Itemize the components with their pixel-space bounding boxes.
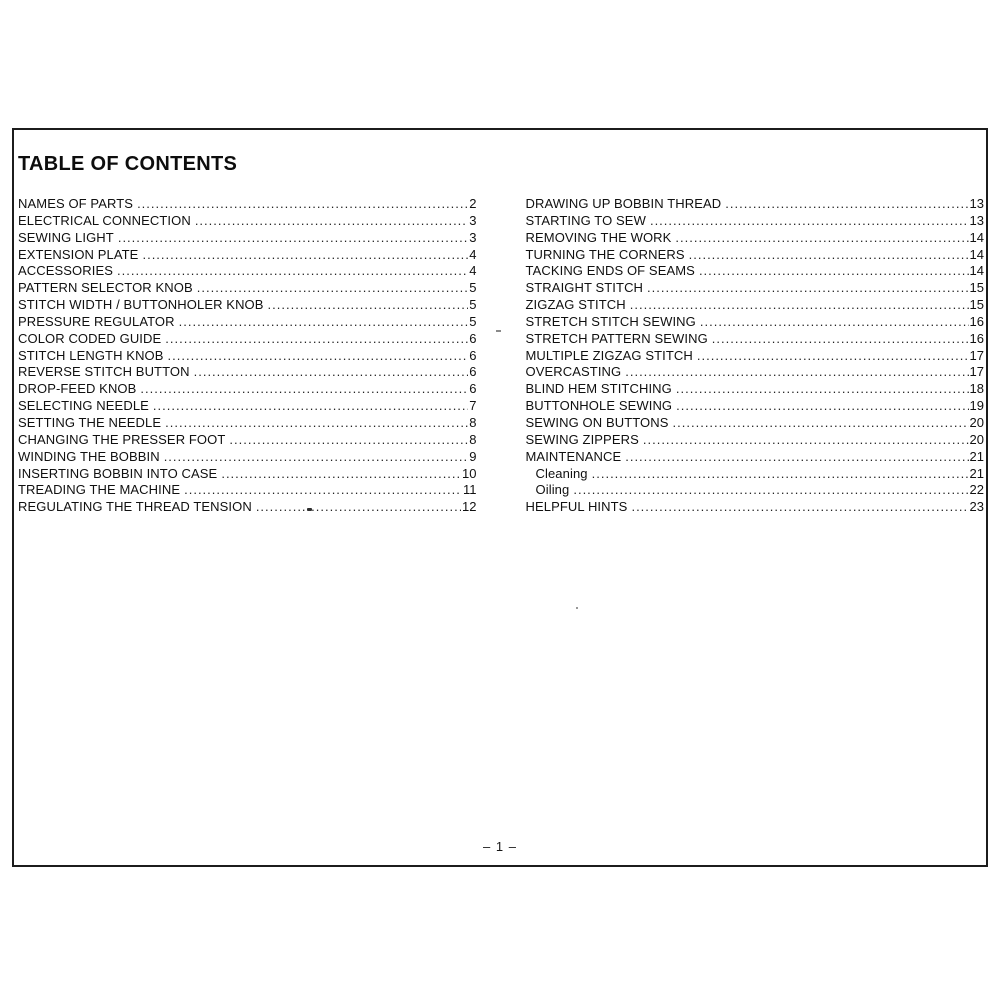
toc-entry-label: TURNING THE CORNERS <box>525 246 685 262</box>
toc-entry-label: REMOVING THE WORK <box>525 229 672 245</box>
toc-entry-page: 5 <box>469 313 477 329</box>
toc-entry-label: BUTTONHOLE SEWING <box>525 398 673 414</box>
toc-entry-label: STRETCH STITCH SEWING <box>525 313 696 329</box>
toc-entry-label: REGULATING THE THREAD TENSION <box>18 499 252 515</box>
toc-entry-label: SEWING ON BUTTONS <box>525 414 669 430</box>
toc-entry-label: STRAIGHT STITCH <box>525 280 644 296</box>
toc-entry <box>526 314 985 331</box>
toc-entry-label: DROP-FEED KNOB <box>18 381 137 397</box>
dot-leader <box>195 213 468 230</box>
toc-entry-page: 16 <box>969 330 984 346</box>
toc-entry-page: 6 <box>469 381 477 397</box>
toc-entry-page: 8 <box>469 414 477 430</box>
toc-entry-page: 21 <box>969 465 984 481</box>
dot-leader <box>647 280 968 297</box>
toc-entry <box>18 432 477 449</box>
dot-leader <box>118 230 468 247</box>
toc-entry-page: 19 <box>969 398 984 414</box>
dot-leader <box>179 314 469 331</box>
toc-entry-label: NAMES OF PARTS <box>18 196 134 211</box>
dot-leader <box>700 314 969 331</box>
toc-entry-label: CHANGING THE PRESSER FOOT <box>18 431 226 447</box>
dot-leader <box>675 230 968 247</box>
toc-entry-label: SELECTING NEEDLE <box>18 398 149 414</box>
dot-leader <box>676 398 968 415</box>
toc-entry-page: 4 <box>469 246 477 262</box>
toc-entry-label: STITCH WIDTH / BUTTONHOLER KNOB <box>18 297 264 313</box>
toc-entry-page: 6 <box>469 364 477 380</box>
toc-columns <box>14 175 986 516</box>
toc-entry <box>18 482 477 499</box>
dot-leader <box>184 482 462 499</box>
toc-entry-page: 7 <box>469 398 477 414</box>
toc-entry <box>526 482 985 499</box>
dot-leader <box>650 213 969 230</box>
dot-leader <box>153 398 468 415</box>
manual-page-frame <box>12 128 988 867</box>
dot-leader <box>168 348 469 365</box>
toc-entry <box>526 196 985 213</box>
toc-entry-label: TREADING THE MACHINE <box>18 482 181 498</box>
dot-leader <box>725 196 968 213</box>
toc-entry-page: 14 <box>969 246 984 262</box>
toc-entry-label: HELPFUL HINTS <box>525 499 628 515</box>
toc-entry <box>526 415 985 432</box>
toc-entry <box>526 398 985 415</box>
toc-entry-label: STARTING TO SEW <box>525 212 646 228</box>
toc-entry-page: 3 <box>469 212 477 228</box>
toc-entry-page: 12 <box>462 499 477 515</box>
toc-entry-label: SETTING THE NEEDLE <box>18 414 162 430</box>
toc-entry-label: EXTENSION PLATE <box>18 246 139 262</box>
toc-entry-page: 5 <box>469 280 477 296</box>
toc-column-right <box>526 196 985 516</box>
toc-entry-label: MULTIPLE ZIGZAG STITCH <box>525 347 693 363</box>
dot-leader <box>689 247 969 264</box>
dot-leader <box>165 331 468 348</box>
toc-entry <box>526 466 985 483</box>
toc-entry <box>18 364 477 381</box>
dot-leader <box>140 381 468 398</box>
toc-entry-page: 16 <box>969 313 984 329</box>
toc-entry <box>526 297 985 314</box>
toc-entry-label: BLIND HEM STITCHING <box>525 381 672 397</box>
toc-entry <box>526 331 985 348</box>
toc-entry <box>526 432 985 449</box>
toc-entry-label: STRETCH PATTERN SEWING <box>525 330 708 346</box>
toc-entry-page: 17 <box>969 364 984 380</box>
dot-leader <box>712 331 969 348</box>
dot-leader <box>643 432 969 449</box>
dot-leader <box>221 466 461 483</box>
dot-leader <box>630 297 969 314</box>
dot-leader <box>142 247 468 264</box>
dot-leader <box>165 415 468 432</box>
toc-entry-page: 6 <box>469 347 477 363</box>
toc-entry-page: 15 <box>969 297 984 313</box>
scan-artifact <box>496 330 501 332</box>
toc-entry-page: 8 <box>469 431 477 447</box>
toc-entry-page: 20 <box>969 431 984 447</box>
toc-entry-page: 21 <box>969 448 984 464</box>
toc-entry <box>526 280 985 297</box>
toc-entry <box>18 314 477 331</box>
dot-leader <box>164 449 469 466</box>
toc-entry <box>18 297 477 314</box>
dot-leader <box>592 466 969 483</box>
toc-column-left <box>18 196 477 516</box>
dot-leader <box>697 348 969 365</box>
toc-entry-label: SEWING ZIPPERS <box>525 431 639 447</box>
toc-entry-label: REVERSE STITCH BUTTON <box>18 364 190 380</box>
dot-leader <box>229 432 468 449</box>
toc-entry-label: PATTERN SELECTOR KNOB <box>18 280 193 296</box>
dot-leader <box>256 499 461 516</box>
scan-artifact <box>576 607 578 609</box>
toc-entry-page: 2 <box>469 196 477 211</box>
toc-entry <box>18 263 477 280</box>
toc-entry-page: 4 <box>469 263 477 279</box>
toc-entry-page: 3 <box>469 229 477 245</box>
toc-entry <box>18 398 477 415</box>
toc-entry-page: 15 <box>969 280 984 296</box>
toc-entry <box>526 230 985 247</box>
toc-entry <box>526 247 985 264</box>
toc-entry-page: 5 <box>469 297 477 313</box>
toc-entry <box>526 364 985 381</box>
toc-entry-label: ACCESSORIES <box>18 263 114 279</box>
toc-entry-label: OVERCASTING <box>525 364 622 380</box>
toc-entry <box>526 449 985 466</box>
toc-entry <box>526 381 985 398</box>
toc-entry <box>18 280 477 297</box>
toc-entry <box>18 415 477 432</box>
toc-entry-label: Cleaning <box>535 465 588 481</box>
toc-entry <box>526 213 985 230</box>
dot-leader <box>625 449 968 466</box>
toc-entry-page: 13 <box>969 196 984 211</box>
dot-leader <box>194 364 469 381</box>
page-title: TABLE OF CONTENTS <box>18 153 238 175</box>
scan-artifact <box>307 508 312 511</box>
toc-entry-page: 14 <box>969 263 984 279</box>
toc-entry-label: ELECTRICAL CONNECTION <box>18 212 191 228</box>
toc-entry <box>18 247 477 264</box>
toc-entry-label: STITCH LENGTH KNOB <box>18 347 164 363</box>
toc-entry-page: 9 <box>469 448 477 464</box>
toc-entry-label: DRAWING UP BOBBIN THREAD <box>525 196 722 211</box>
toc-entry <box>526 348 985 365</box>
toc-entry-label: SEWING LIGHT <box>18 229 114 245</box>
toc-entry-page: 23 <box>969 499 984 515</box>
toc-entry <box>526 263 985 280</box>
dot-leader <box>699 263 969 280</box>
toc-entry-page: 14 <box>969 229 984 245</box>
toc-entry-label: ZIGZAG STITCH <box>525 297 626 313</box>
toc-entry <box>526 499 985 516</box>
dot-leader <box>137 196 468 213</box>
toc-entry <box>18 348 477 365</box>
toc-entry-label: MAINTENANCE <box>525 448 622 464</box>
toc-entry-page: 18 <box>969 381 984 397</box>
dot-leader <box>197 280 469 297</box>
toc-entry-page: 22 <box>969 482 984 498</box>
toc-entry-page: 10 <box>462 465 477 481</box>
toc-entry <box>18 466 477 483</box>
toc-entry <box>18 213 477 230</box>
toc-entry <box>18 331 477 348</box>
toc-entry-page: 6 <box>469 330 477 346</box>
toc-entry <box>18 381 477 398</box>
toc-entry-label: INSERTING BOBBIN INTO CASE <box>18 465 218 481</box>
dot-leader <box>676 381 969 398</box>
toc-entry-page: 11 <box>463 482 477 498</box>
toc-entry-label: WINDING THE BOBBIN <box>18 448 160 464</box>
dot-leader <box>631 499 968 516</box>
toc-entry <box>18 499 477 516</box>
dot-leader <box>117 263 468 280</box>
toc-entry-label: Oiling <box>535 482 570 498</box>
toc-entry-page: 20 <box>969 414 984 430</box>
dot-leader <box>268 297 469 314</box>
dot-leader <box>625 364 968 381</box>
page-number-footer: – 1 – <box>483 839 517 854</box>
toc-entry <box>18 449 477 466</box>
toc-entry-label: COLOR CODED GUIDE <box>18 330 162 346</box>
toc-entry <box>18 196 477 213</box>
dot-leader <box>573 482 968 499</box>
dot-leader <box>673 415 969 432</box>
toc-entry-page: 17 <box>969 347 984 363</box>
toc-entry-page: 13 <box>969 212 984 228</box>
toc-entry <box>18 230 477 247</box>
toc-entry-label: TACKING ENDS OF SEAMS <box>525 263 695 279</box>
toc-entry-label: PRESSURE REGULATOR <box>18 313 175 329</box>
